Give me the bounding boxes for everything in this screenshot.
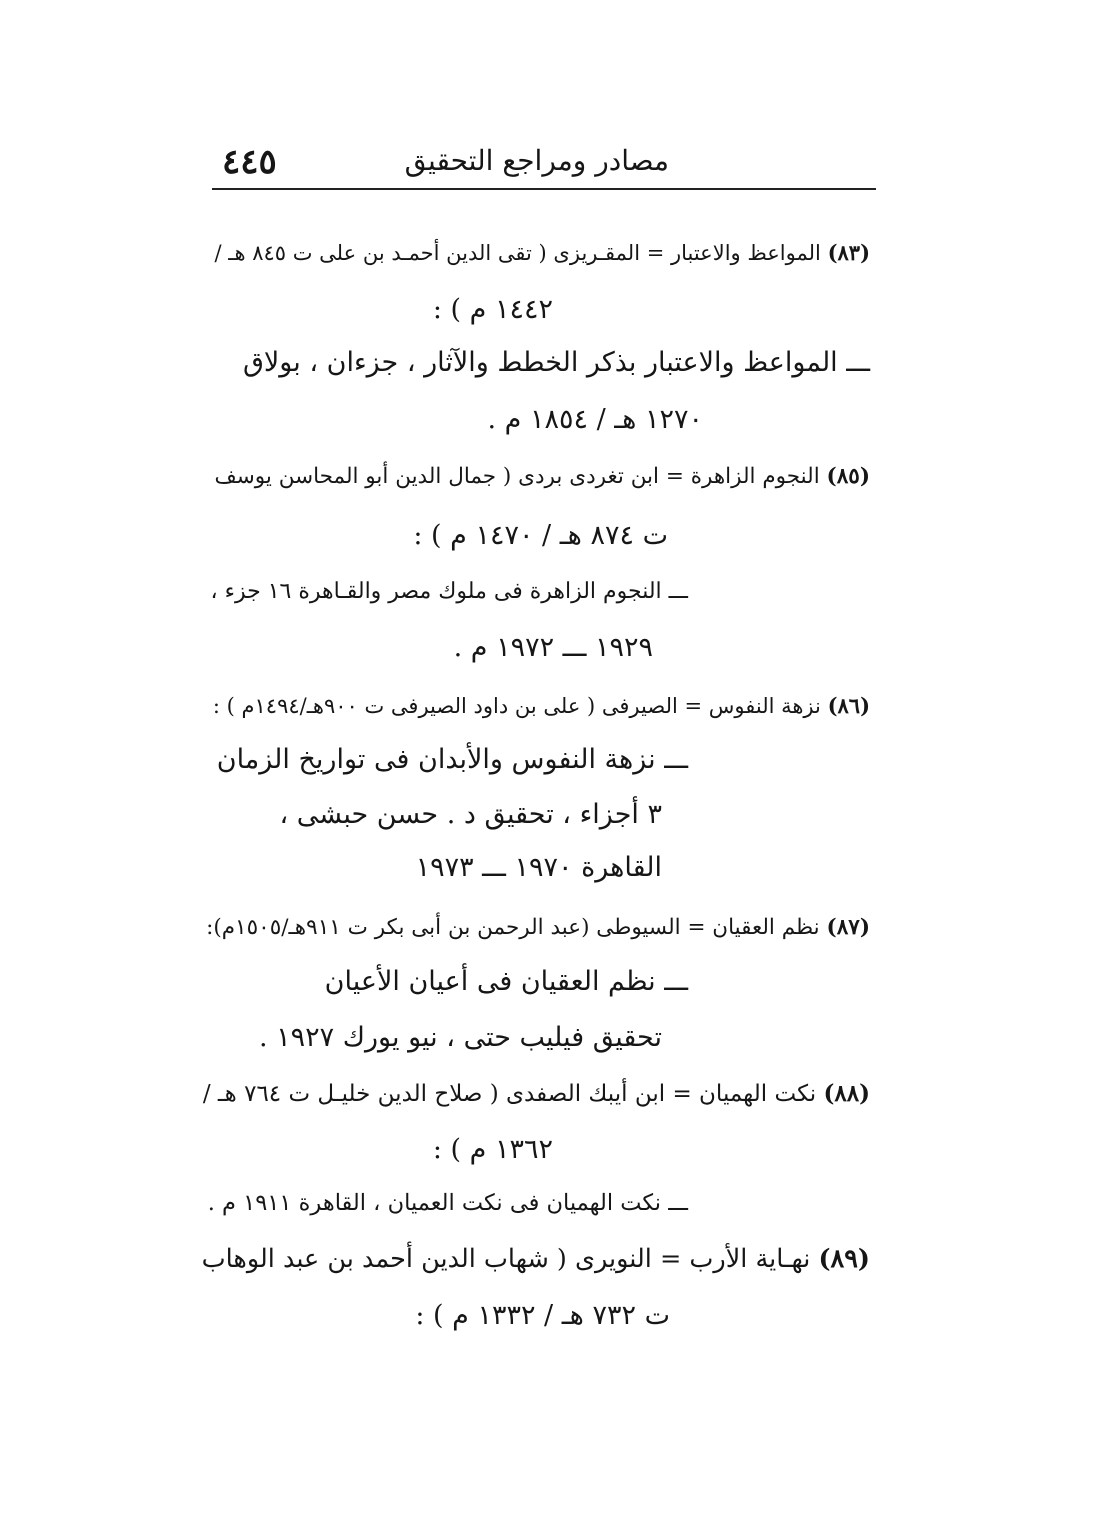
page-number: ٤٤٥ — [222, 142, 277, 182]
entry-text: نزهة النفوس = الصيرفى ( على بن داود الصيرفى ت ٩٠٠هـ/١٤٩٤م ) : — [212, 694, 821, 718]
entry-number: (٨٨) — [823, 1080, 870, 1107]
entry-text: النجوم الزاهرة = ابن تغردى بردى ( جمال الدين أبو المحاسن يوسف — [214, 464, 820, 489]
header-rule — [212, 188, 876, 190]
entry-85-line-4: ١٩٢٩ ـــ ١٩٧٢ م . — [453, 632, 653, 663]
entry-text: المواعظ والاعتبار = المقـريزى ( تقى الدين أحمـد بن على ت ٨٤٥ هـ / — [214, 241, 821, 265]
entry-text: نظم العقيان = السيوطى (عبد الرحمن بن أبى بكر ت ٩١١هـ/١٥٠٥م): — [206, 915, 820, 940]
entry-83-line-4: ١٢٧٠ هـ / ١٨٥٤ م . — [487, 404, 703, 435]
entry-number: (٨٥) — [826, 464, 870, 489]
entry-number: (٨٩) — [818, 1244, 870, 1274]
entry-85-line-3: ـــ النجوم الزاهرة فى ملوك مصر والقـاهرة ١٦ جزء ، — [210, 579, 688, 604]
entry-86-line-4: القاهرة ١٩٧٠ ـــ ١٩٧٣ — [415, 852, 662, 883]
entry-86-line-2: ـــ نزهة النفوس والأبدان فى تواريخ الزمان — [216, 744, 688, 775]
entry-87-line-2: ـــ نظم العقيان فى أعيان الأعيان — [324, 966, 688, 997]
page-header — [214, 128, 879, 188]
entry-83-line-2: ١٤٤٢ م ) : — [432, 294, 553, 325]
entry-87-line-3: تحقيق فيليب حتى ، نيو يورك ١٩٢٧ . — [258, 1022, 662, 1053]
running-title: مصادر ومراجع التحقيق — [404, 144, 669, 177]
entry-83-heading — [215, 233, 870, 273]
entry-89-line-2: ت ٧٣٢ هـ / ١٣٣٢ م ) : — [415, 1300, 670, 1331]
entry-85-line-2: ت ٨٧٤ هـ / ١٤٧٠ م ) : — [413, 520, 668, 551]
entry-89-heading — [202, 1239, 870, 1279]
entry-text: نهـاية الأرب = النويرى ( شهاب الدين أحمد بن عبد الوهاب — [201, 1244, 811, 1274]
entry-number: (٨٣) — [827, 240, 870, 265]
entry-85-heading — [215, 457, 870, 497]
entry-number: (٨٧) — [826, 915, 870, 940]
entry-88-heading — [203, 1074, 870, 1114]
entry-88-line-2: ١٣٦٢ م ) : — [432, 1134, 553, 1165]
entry-88-line-3: ـــ نكت الهميان فى نكت العميان ، القاهرة ١٩١١ م . — [207, 1190, 688, 1216]
entry-text: نكت الهميان = ابن أيبك الصفدى ( صلاح الدين خليـل ت ٧٦٤ هـ / — [202, 1081, 817, 1107]
entry-86-heading — [213, 686, 870, 726]
entry-86-line-3: ٣ أجزاء ، تحقيق د . حسن حبشى ، — [279, 799, 662, 830]
entry-number: (٨٦) — [827, 693, 870, 718]
entry-87-heading — [206, 908, 870, 948]
entry-83-line-3: ـــ المواعظ والاعتبار بذكر الخطط والآثار ، جزءان ، بولاق — [242, 347, 870, 378]
